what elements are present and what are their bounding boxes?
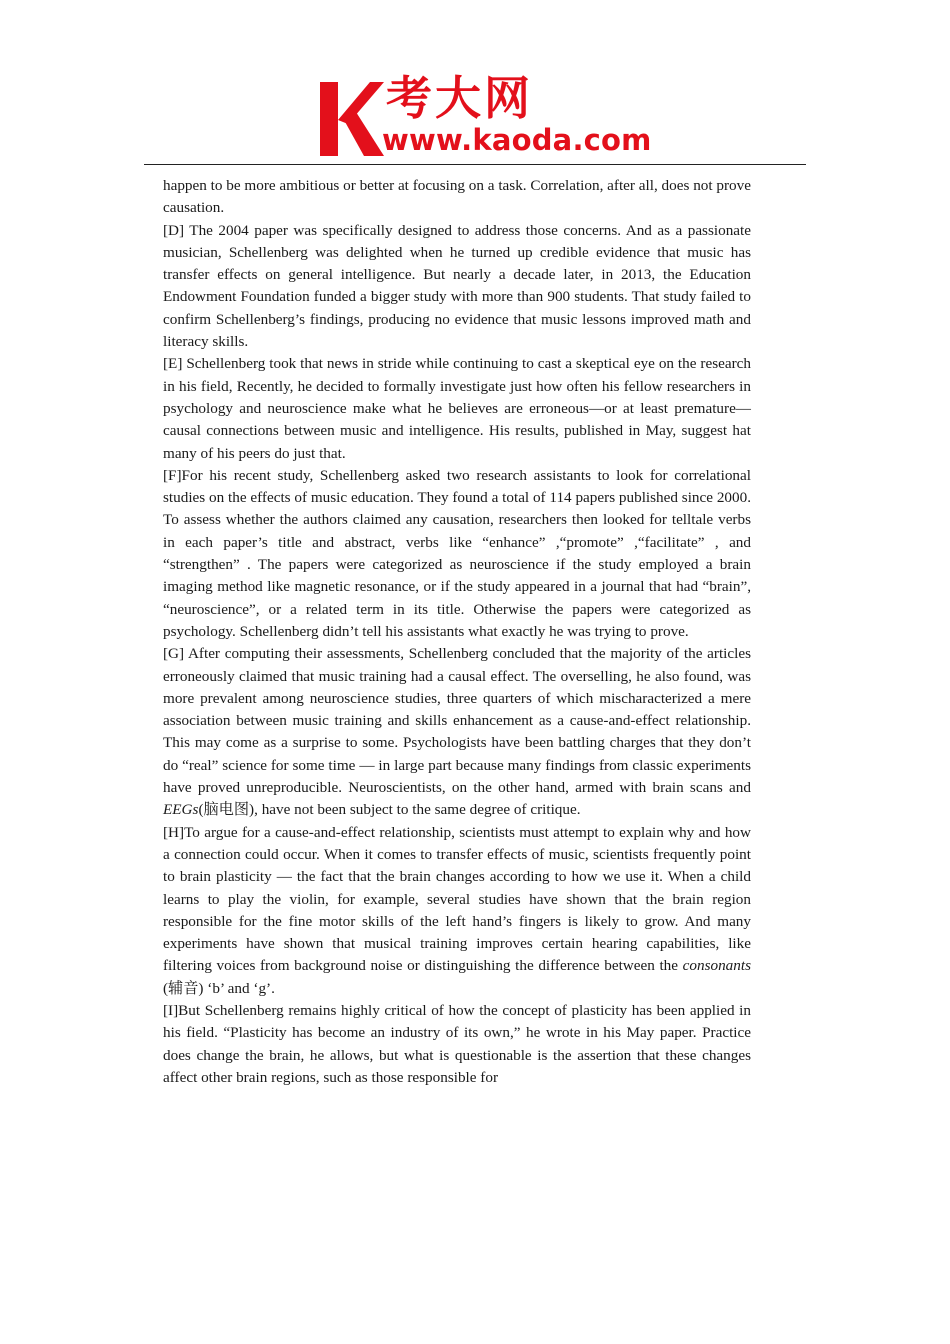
- paragraph-text: [H]To argue for a cause-and-effect relationship, scientists must attempt to explain why and how a connection could occur. When it comes to transfer effects of music, scientists frequently point to brain plasticity — the fact that the brain changes according to how we use it. When a child learns to play the violin, for example, several studies have shown that the brain region responsible for the fine motor skills of the left hand’s fingers is likely to grow. And many experiments have shown that musical training improves certain hearing capabilities, like filtering voices from background noise or distinguishing the difference between the: [163, 823, 751, 975]
- paragraph-text: [E] Schellenberg took that news in stride while continuing to cast a skeptical eye on the research in his field, Recently, he decided to formally investigate just how often his fellow researchers in psychology and neuroscience make what he believes are erroneous—or at least premature—causal connections between music and intelligence. His results, published in May, suggest hat many of his peers do just that.: [163, 355, 751, 462]
- paragraph-text: (脑电图), have not been subject to the same degree of critique.: [198, 801, 581, 819]
- paragraph-h: [163, 822, 751, 1000]
- logo-chinese-text: 考大网: [386, 71, 533, 125]
- paragraph-text: happen to be more ambitious or better at focusing on a task. Correlation, after all, does not prove causation.: [163, 177, 751, 217]
- paragraph-g: [163, 643, 751, 821]
- paragraph-f: [163, 465, 751, 643]
- paragraph-c-cont: [163, 175, 751, 220]
- paragraph-text: [D] The 2004 paper was specifically designed to address those concerns. And as a passionate musician, Schellenberg was delighted when he turned up credible evidence that music has transfer effects on general intelligence. But nearly a decade later, in 2013, the Education Endowment Foundation funded a bigger study with more than 900 students. That study failed to confirm Schellenberg’s findings, producing no evidence that music lessons improved math and literacy skills.: [163, 221, 751, 351]
- italic-term: EEGs: [163, 801, 199, 819]
- italic-term: consonants: [682, 957, 751, 975]
- paragraph-text: [G] After computing their assessments, Schellenberg concluded that the majority of the articles erroneously claimed that music training had a causal effect. The overselling, he also found, was more prevalent among neuroscience studies, three quarters of which mischaracterized a mere association between music training and skills enhancement as a cause-and-effect relationship. This may come as a surprise to some. Psychologists have been battling charges that they don’t do “real” science for some time — in large part because many findings from classic experiments have proved unreproducible. Neuroscientists, on the other hand, armed with brain scans and: [163, 645, 751, 797]
- article-body: [163, 175, 751, 1089]
- paragraph-text: [F]For his recent study, Schellenberg asked two research assistants to look for correlational studies on the effects of music education. They found a total of 114 papers published since 2000. To assess whether the authors claimed any causation, researchers then looked for telltale verbs in each paper’s title and abstract, verbs like “enhance” ,“promote” ,“facilitate” , and “strengthen” . The papers were categorized as neuroscience if the study employed a brain imaging method like magnetic resonance, or if the study appeared in a journal that had “brain”, “neuroscience”, or a related term in its title. Otherwise the papers were categorized as psychology. Schellenberg didn’t tell his assistants what exactly he was trying to prove.: [163, 466, 751, 640]
- kaoda-logo[interactable]: [318, 71, 652, 162]
- k-logo-icon: [318, 80, 384, 158]
- page-header: [0, 0, 950, 168]
- paragraph-text: [I]But Schellenberg remains highly critical of how the concept of plasticity has been applied in his field. “Plasticity has become an industry of its own,” he wrote in his May paper. Practice does change the brain, he allows, but what is questionable is the assertion that these changes affect other brain regions, such as those responsible for: [163, 1001, 751, 1086]
- logo-url-text: www.kaoda.com: [382, 123, 652, 157]
- paragraph-e: [163, 353, 751, 464]
- paragraph-i: [163, 1000, 751, 1089]
- paragraph-d: [163, 220, 751, 354]
- paragraph-text: (辅音) ‘b’ and ‘g’.: [163, 979, 275, 997]
- header-divider: [144, 164, 806, 165]
